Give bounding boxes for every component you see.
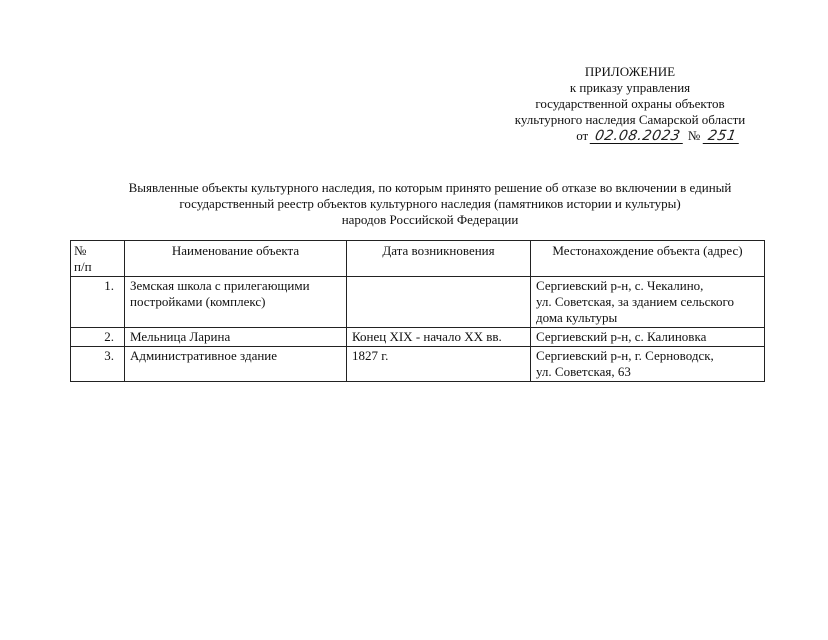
- table-row: [71, 328, 765, 347]
- number-prefix: №: [687, 128, 701, 143]
- document-title-line-3: народов Российской Федерации: [341, 212, 519, 227]
- table-row: [71, 347, 765, 382]
- handwritten-number: 251: [702, 129, 741, 144]
- row-location: [531, 328, 765, 347]
- header-number-line-1: №: [74, 243, 87, 258]
- row-number: 2.: [71, 328, 125, 347]
- appendix-header: [480, 64, 780, 144]
- row-object-name: [125, 277, 347, 328]
- row-object-name: [125, 328, 347, 347]
- document-title: [60, 180, 800, 228]
- row-location-line: дома культуры: [536, 310, 618, 325]
- row-object-name-line: Мельница Ларина: [130, 329, 231, 344]
- row-object-name-line: Земская школа с прилегающими: [130, 278, 310, 293]
- date-prefix: от: [576, 128, 589, 143]
- header-number: [71, 241, 125, 277]
- header-location: Местонахождение объекта (адрес): [531, 241, 765, 277]
- row-number: 3.: [71, 347, 125, 382]
- header-date: Дата возникновения: [347, 241, 531, 277]
- appendix-line-region: культурного наследия Самарской области: [514, 112, 746, 127]
- header-number-line-2: п/п: [74, 259, 92, 274]
- row-location: [531, 347, 765, 382]
- row-object-name-line: Административное здание: [130, 348, 278, 363]
- table-row: [71, 277, 765, 328]
- appendix-title: ПРИЛОЖЕНИЕ: [584, 64, 676, 79]
- row-location-line: ул. Советская, за зданием сельского: [536, 294, 735, 309]
- heritage-objects-table: [70, 240, 765, 382]
- header-object-name: Наименование объекта: [125, 241, 347, 277]
- row-date: [347, 277, 531, 328]
- row-location: [531, 277, 765, 328]
- appendix-line-order: к приказу управления: [569, 80, 691, 95]
- row-location-line: Сергиевский р-н, с. Чекалино,: [536, 278, 704, 293]
- document-title-line-1: Выявленные объекты культурного наследия, по которым принято решение об отказе во включении в единый: [128, 180, 732, 195]
- document-title-line-2: государственный реестр объектов культурного наследия (памятников истории и культуры): [179, 196, 681, 211]
- row-location-line: Сергиевский р-н, с. Калиновка: [536, 329, 707, 344]
- appendix-date-line: [508, 128, 808, 144]
- row-date: Конец XIX - начало XX вв.: [347, 328, 531, 347]
- row-location-line: Сергиевский р-н, г. Серноводск,: [536, 348, 714, 363]
- row-number: 1.: [71, 277, 125, 328]
- row-date: 1827 г.: [347, 347, 531, 382]
- handwritten-date: 02.08.2023: [590, 129, 686, 144]
- row-object-name-line: постройками (комплекс): [130, 294, 266, 309]
- row-location-line: ул. Советская, 63: [536, 364, 631, 379]
- appendix-line-department: государственной охраны объектов: [535, 96, 725, 111]
- row-object-name: [125, 347, 347, 382]
- table-header-row: [71, 241, 765, 277]
